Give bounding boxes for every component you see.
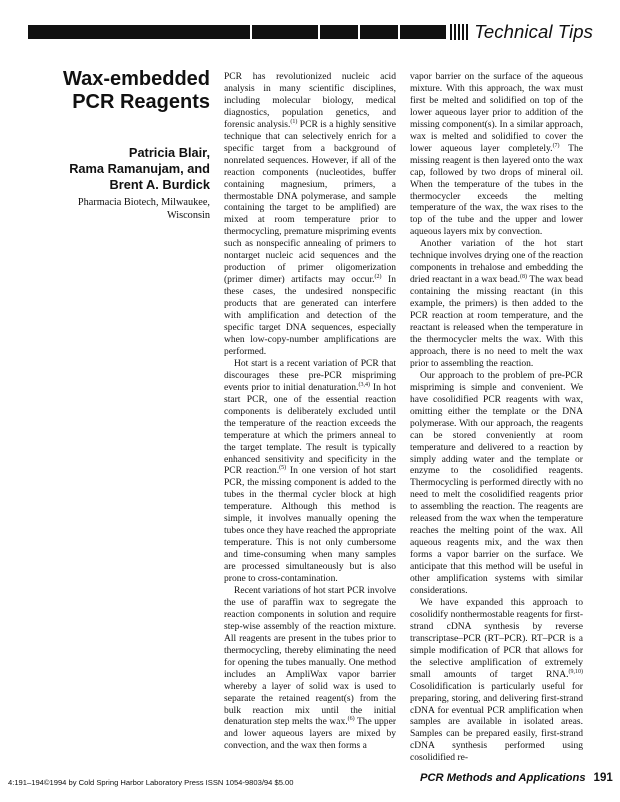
citation-ref: (2) (374, 274, 382, 281)
section-header (28, 21, 593, 43)
title-line: Wax-embedded (62, 68, 210, 90)
journal-name: PCR Methods and Applications (420, 772, 586, 784)
citation-ref: (8) (520, 274, 528, 281)
section-title: Technical Tips (474, 21, 593, 42)
citation-ref: (1) (290, 118, 298, 125)
author-name: Brent A. Burdick (109, 177, 210, 192)
citation-ref: (6) (347, 716, 355, 723)
affiliation-line: Pharmacia Biotech, Milwaukee, (77, 197, 210, 208)
paragraph: We have expanded this approach to cosolidify nonthermostable reagents for first-strand cDNA synthesis by reverse transcriptase–PCR (RT–PCR). RT–PCR is a simple modification of PCR that allows for the selective amplification of extremely small amounts of target RNA.$^{(9,10)}$ Cosolidification is particularly useful for preparing, storing, and delivering first-strand cDNA for eventual PCR amplification when samples are available in isolated areas. Samples can be prepared easily, first-strand cDNA synthesis performed using cosolidified re- (410, 596, 583, 764)
author-name: Rama Ramanujam, and (69, 161, 210, 176)
title-line: PCR Reagents (72, 91, 210, 113)
paragraph: vapor barrier on the surface of the aqueous mixture. With this approach, the wax must first be melted and solidified on top of the lower aqueous layer prior to addition of the missing component(s). In a similar approach, wax is melted and solidified to cover the lower aqueous layer completely.$^{(7)}$ The missing reagent is then layered onto the wax cap, followed by two drops of mineral oil. When the temperature of the tubes in the thermocycler exceeds the melting temperature of the wax, the wax rises to the top of the tube and the upper and lower aqueous layers mix by convection. (410, 71, 583, 238)
paragraph: Another variation of the hot start technique involves drying one of the reaction components in trehalose and embedding the dried reactant in a wax bead.$^{(8)}$ The wax bead containing the missing reactant (in this example, the primers) is then added to the PCR reaction at room temperature, and the reactant is released when the temperature in the thermocycler melts the wax. With this approach, there is no need to melt the wax prior to assembling the reaction. (410, 238, 583, 369)
affiliation (20, 196, 210, 222)
citation-ref: (3,4) (358, 381, 370, 388)
paragraph: Hot start is a recent variation of PCR that discourages these pre-PCR mispriming events prior to initial denaturation.$^{(3,4)}$ In hot start PCR, one of the essential reaction components is deliberately excluded until the temperature of the reaction exceeds the temperature at which the primers anneal to the target template. The result is typically enhanced sensitivity and specificity in the PCR reaction.$^{(5)}$ In one version of hot start PCR, the missing component is added to the tubes in the thermal cycler block at high temperature. Although this method is simple, it involves manually opening the tubes once they have reached the appropriate temperature. This is not only cumbersome and time-consuming when many samples are processed simultaneously but is also prone to cross-contamination. (224, 357, 396, 585)
footer-citation: 4:191–194©1994 by Cold Spring Harbor Laboratory Press ISSN 1054-9803/94 $5.00 (8, 778, 294, 787)
affiliation-line: Wisconsin (166, 210, 210, 221)
header-rule (28, 25, 446, 39)
paragraph: Recent variations of hot start PCR involve the use of paraffin wax to segregate the reaction components in solution and require step-wise assembly of the reaction mixture. All reagents are present in the tubes prior to thermocycling, thereby eliminating the need for opening the tubes manually. One method includes an AmpliWax vapor barrier whereby a layer of solid wax is used to separate the retained reagent(s) from the bulk reaction mix until the initial denaturation step melts the wax.$^{(6)}$ The upper and lower aqueous layers are mixed by convection, and the wax then forms a (224, 584, 396, 752)
citation-ref: (9,10) (568, 668, 583, 675)
citation-ref: (7) (552, 142, 560, 149)
page-number: 191 (593, 772, 613, 784)
author-name: Patricia Blair, (128, 145, 210, 160)
paragraph: PCR has revolutionized nucleic acid analysis in many scientific disciplines, including molecular biology, medical diagnostics, population genetics, and forensic analysis.$^{(1)}$ PCR is a highly sensitive technique that can selectively enrich for a specific target from a background of nonrelated sequences. However, if all of the reaction components (nucleotides, buffer containing magnesium, primers, a thermostable DNA polymerase, and sample containing the target to be amplified) are mixed at room temperature prior to thermocycling, premature mispriming events such as nonspecific annealing of primers to nontarget nucleic acid sequences and the production of primer oligomerization (primer dimer) artifacts may occur.$^{(2)}$ In these cases, the undesired nonspecific products that are generated can interfere with amplification and detection of the specific target DNA sequences, especially when low-copy-number amplifications are performed. (224, 71, 396, 357)
body-column-1 (224, 71, 396, 752)
article-title (20, 68, 210, 114)
footer-journal (420, 772, 613, 784)
author-list (20, 145, 210, 193)
body-column-2 (410, 71, 583, 764)
paragraph: Our approach to the problem of pre-PCR mispriming is simple and convenient. We have cosolidified PCR reagents with wax, omitting either the template or the DNA polymerase. With our approach, the reagents can be stored conveniently at room temperature and delivered to a reaction by simply adding water and the template or enzyme to the cosolidified reagents. Thermocycling is performed directly with no need to melt the cosolidified reagents prior to assembling the reaction. The reagents are released from the wax when the temperature reaches the melting point of the wax. All aqueous reagents mix, and the wax then forms a vapor barrier on the surface. We anticipate that this method will be useful in other amplification systems with similar considerations. (410, 369, 583, 596)
header-stripes (450, 24, 470, 40)
citation-ref: (5) (279, 465, 287, 472)
